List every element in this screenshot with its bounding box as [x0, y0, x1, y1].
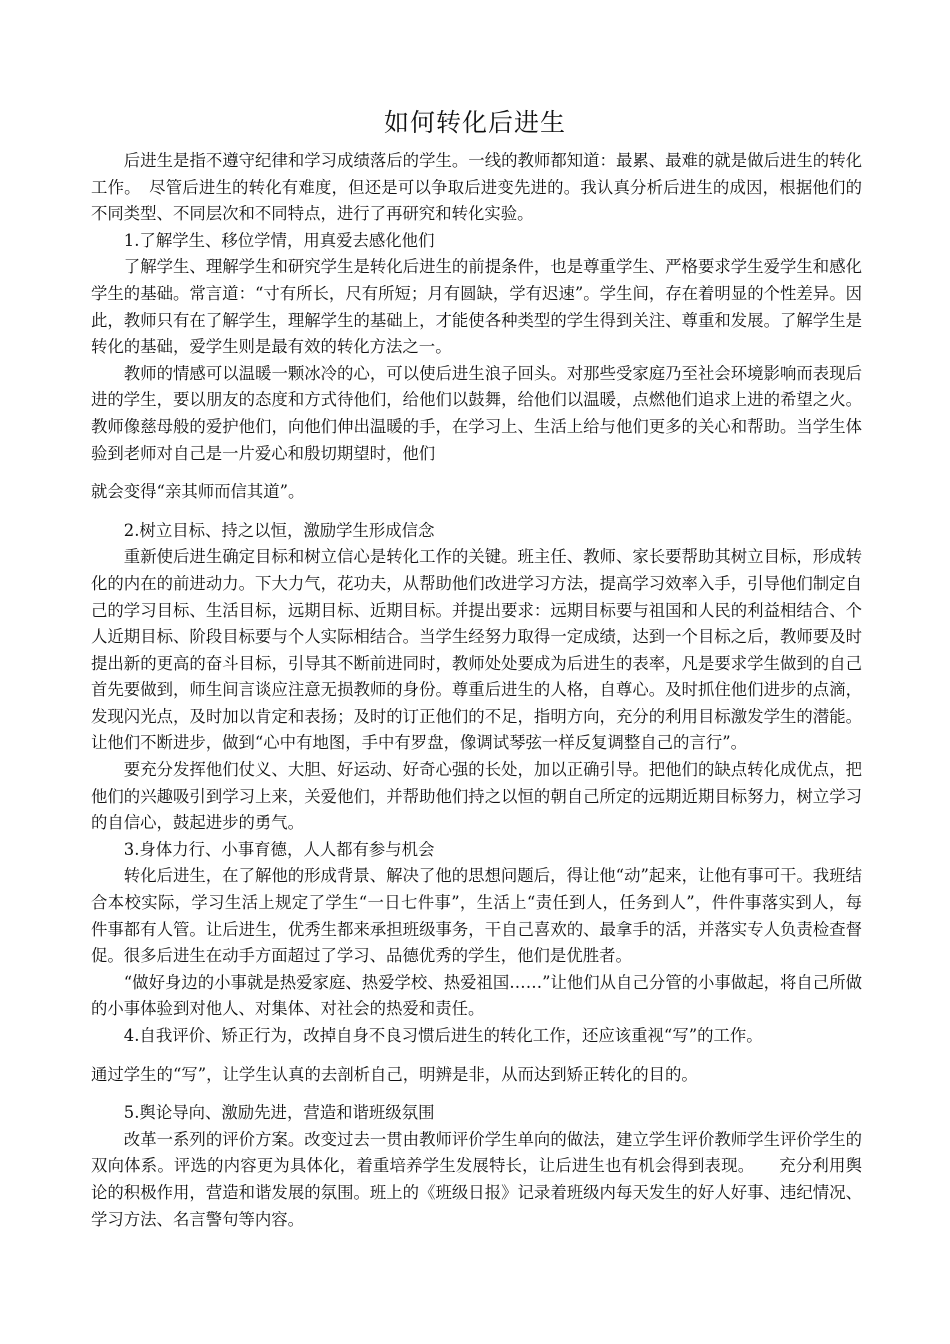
section-heading-5: 5.舆论导向、激励先进，营造和谐班级氛围	[123, 1103, 435, 1123]
document-body	[91, 148, 862, 1233]
body-paragraph: “做好身边的小事就是热爱家庭、热爱学校、热爱祖国……”让他们从自己分管的小事做起，将自己所做的小事体验到对他人、对集体、对社会的热爱和责任。	[91, 972, 862, 1019]
body-paragraph: 要充分发挥他们仗义、大胆、好运动、好奇心强的长处，加以正确引导。把他们的缺点转化成优点，把他们的兴趣吸引到学习上来，关爱他们，并帮助他们持之以恒的朝自己所定的远期近期目标努力，树立学习的自信心，鼓起进步的勇气。	[91, 760, 862, 833]
section-heading-2: 2.树立目标、持之以恒，激励学生形成信念	[123, 520, 435, 540]
body-paragraph: 重新使后进生确定目标和树立信心是转化工作的关键。班主任、教师、家长要帮助其树立目标，形成转化的内在的前进动力。下大力气，花功夫，从帮助他们改进学习方法，提高学习效率入手，引导他们制定自己的学习目标、生活目标，远期目标、近期目标。并提出要求：远期目标要与祖国和人民的利益相结合、个人近期目标、阶段目标要与个人实际相结合。当学生经努力取得一定成绩，达到一个目标之后，教师要及时提出新的更高的奋斗目标，引导其不断前进同时，教师处处要成为后进生的表率，凡是要求学生做到的自己首先要做到，师生间言谈应注意无损教师的身份。尊重后进生的人格，自尊心。及时抓住他们进步的点滴，发现闪光点，及时加以肯定和表扬；及时的订正他们的不足，指明方向，充分的利用目标激发学生的潜能。让他们不断进步，做到“心中有地图，手中有罗盘，像调试琴弦一样反复调整自己的言行”。	[91, 547, 862, 753]
document-title: 如何转化后进生	[383, 108, 566, 137]
section-heading-1: 1.了解学生、移位学情，用真爱去感化他们	[123, 230, 435, 250]
body-paragraph: 就会变得“亲其师而信其道”。	[91, 482, 305, 502]
body-paragraph: 了解学生、理解学生和研究学生是转化后进生的前提条件，也是尊重学生、严格要求学生爱学生和感化学生的基础。常言道：“寸有所长，尺有所短；月有圆缺，学有迟速”。学生间，存在着明显的个性差异。因此，教师只有在了解学生，理解学生的基础上，才能使各种类型的学生得到关注、尊重和发展。了解学生是转化的基础，爱学生则是最有效的转化方法之一。	[91, 257, 862, 357]
body-paragraph: 改革一系列的评价方案。改变过去一贯由教师评价学生单向的做法，建立学生评价教师学生评价学生的双向体系。评选的内容更为具体化，着重培养学生发展特长，让后进生也有机会得到表现。 充分利用舆论的积极作用，营造和谐发展的氛围。班上的《班级日报》记录着班级内每天发生的好人好事、违纪情况、学习方法、名言警句等内容。	[91, 1129, 862, 1229]
section-heading-4: 4.自我评价、矫正行为，改掉自身不良习惯后进生的转化工作，还应该重视“写”的工作。	[123, 1026, 763, 1045]
section-heading-3: 3.身体力行、小事育德，人人都有参与机会	[123, 839, 435, 859]
intro-paragraph: 后进生是指不遵守纪律和学习成绩落后的学生。一线的教师都知道：最累、最难的就是做后进生的转化工作。 尽管后进生的转化有难度，但还是可以争取后进变先进的。我认真分析后进生的成因，根据他们的不同类型、不同层次和不同特点，进行了再研究和转化实验。	[91, 151, 862, 224]
body-paragraph: 通过学生的“写”，让学生认真的去剖析自己，明辨是非，从而达到矫正转化的目的。	[91, 1064, 698, 1084]
body-paragraph: 教师的情感可以温暖一颗冰冷的心，可以使后进生浪子回头。对那些受家庭乃至社会环境影响而表现后进的学生，要以朋友的态度和方式待他们，给他们以鼓舞，给他们以温暖，点燃他们追求上进的希望之火。教师像慈母般的爱护他们，向他们伸出温暖的手，在学习上、生活上给与他们更多的关心和帮助。当学生体验到老师对自己是一片爱心和殷切期望时，他们	[91, 363, 862, 463]
body-paragraph: 转化后进生，在了解他的形成背景、解决了他的思想问题后，得让他“动”起来，让他有事可干。我班结合本校实际，学习生活上规定了学生“一日七件事”，生活上“责任到人，任务到人”，件件事落实到人，每件事都有人管。让后进生，优秀生都来承担班级事务，干自己喜欢的、最拿手的活，并落实专人负责检查督促。很多后进生在动手方面超过了学习、品德优秀的学生，他们是优胜者。	[91, 866, 862, 966]
